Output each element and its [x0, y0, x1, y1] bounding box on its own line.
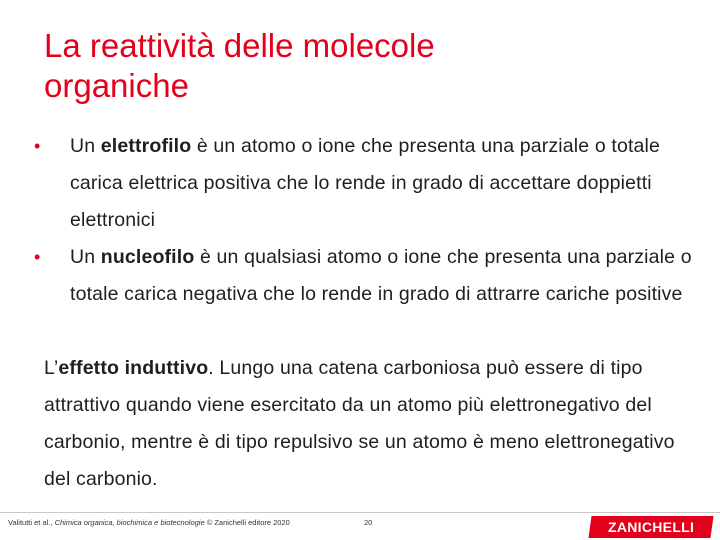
zanichelli-logo [588, 516, 713, 538]
bullet-text-pre: Un [70, 246, 101, 268]
footer-citation [8, 518, 290, 527]
bullet-electrophile [34, 128, 698, 239]
para-text-pre: L’ [44, 357, 59, 379]
term-effetto-induttivo: effetto induttivo [58, 357, 209, 379]
bullet-nucleophile [34, 239, 698, 313]
para-text-post: . Lungo una catena carboniosa può essere di tipo attrattivo quando viene esercitato da un atomo più elettronegativo del carbonio, mentre è di tipo repulsivo se un atomo è meno elettronegativo del carbonio. [44, 357, 675, 490]
bullet-list [34, 128, 698, 313]
title-line-1: La reattività delle molecole [44, 27, 435, 64]
bullet-text-post: è un atomo o ione che presenta una parziale o totale carica elettrica positiva che lo rende in grado di accettare doppietti elettronici [70, 135, 660, 231]
footer-publisher: © Zanichelli editore 2020 [204, 518, 290, 527]
bullet-marker: • [34, 136, 41, 156]
inductive-effect-paragraph [44, 350, 704, 498]
term-nucleofilo: nucleofilo [100, 246, 195, 268]
page-number: 20 [364, 518, 373, 527]
bullet-text-pre: Un [70, 135, 101, 157]
title-line-2: organiche [44, 67, 189, 104]
bullet-text-post: è un qualsiasi atomo o ione che presenta una parziale o totale carica negativa che lo rende in grado di attrarre cariche positive [70, 246, 692, 305]
footer-divider [0, 512, 720, 513]
bullet-marker: • [34, 247, 41, 267]
logo-text: ZANICHELLI [607, 519, 695, 535]
slide-title [44, 26, 684, 106]
term-elettrofilo: elettrofilo [100, 135, 192, 157]
footer-authors: Valitutti et al., [8, 518, 55, 527]
footer-book-title: Chimica organica, biochimica e biotecnologie [54, 518, 205, 527]
